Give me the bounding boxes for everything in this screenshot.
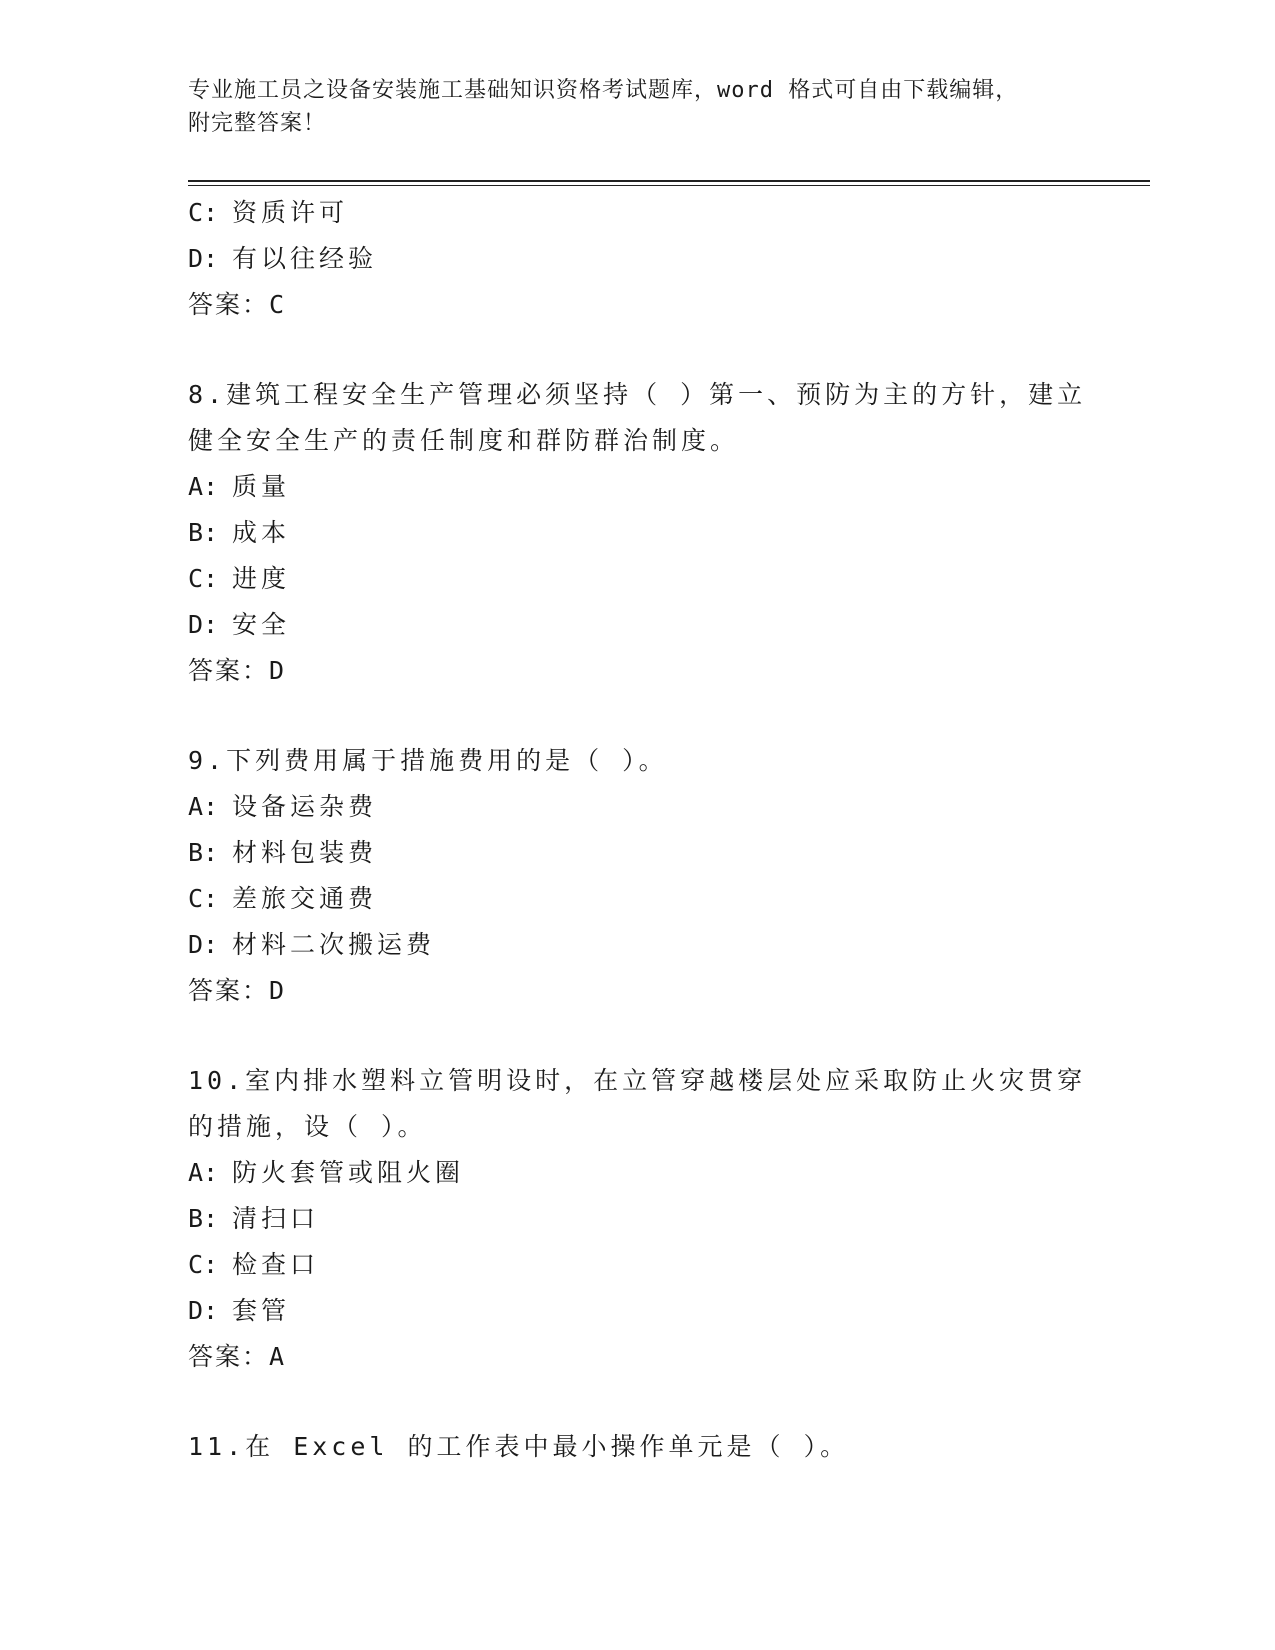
option-b xyxy=(188,1196,1088,1242)
option-text: 设备运杂费 xyxy=(232,792,378,821)
answer-value: C xyxy=(269,290,285,319)
answer-value: D xyxy=(269,976,285,1005)
option-key: B: xyxy=(188,518,219,547)
option-key: A: xyxy=(188,1158,219,1187)
option-text: 有以往经验 xyxy=(232,244,378,273)
option-key: D: xyxy=(188,930,219,959)
option-key: D: xyxy=(188,610,219,639)
option-text: 材料二次搬运费 xyxy=(232,930,436,959)
option-key: B: xyxy=(188,1204,219,1233)
header-line-2: 附完整答案！ xyxy=(188,111,327,136)
page-header xyxy=(188,74,1088,140)
question-stem-line: 11.在 Excel 的工作表中最小操作单元是（ ）。 xyxy=(188,1432,850,1461)
option-a xyxy=(188,464,1088,510)
option-key: C: xyxy=(188,884,219,913)
option-c xyxy=(188,556,1088,602)
option-key: A: xyxy=(188,792,219,821)
header-rule-thin xyxy=(188,185,1150,186)
question-10 xyxy=(188,1058,1088,1380)
option-text: 资质许可 xyxy=(232,198,349,227)
option-text: 材料包装费 xyxy=(232,838,378,867)
option-text: 防火套管或阻火圈 xyxy=(232,1158,465,1187)
option-b xyxy=(188,830,1088,876)
option-d xyxy=(188,1288,1088,1334)
answer-value: D xyxy=(269,656,285,685)
option-c xyxy=(188,876,1088,922)
option-c xyxy=(188,1242,1088,1288)
answer-line xyxy=(188,968,1088,1014)
answer-label: 答案： xyxy=(188,290,270,319)
option-key: D: xyxy=(188,1296,219,1325)
answer-label: 答案： xyxy=(188,976,270,1005)
question-stem-line: 10.室内排水塑料立管明设时，在立管穿越楼层处应采取防止火灾贯穿 xyxy=(188,1066,1087,1095)
option-a xyxy=(188,1150,1088,1196)
header-line-1: 专业施工员之设备安装施工基础知识资格考试题库，word 格式可自由下载编辑， xyxy=(188,78,1019,103)
option-a xyxy=(188,784,1088,830)
answer-label: 答案： xyxy=(188,656,270,685)
option-text: 质量 xyxy=(232,472,291,501)
option-key: C: xyxy=(188,1250,219,1279)
question-11 xyxy=(188,1424,1088,1470)
option-key: A: xyxy=(188,472,219,501)
option-text: 清扫口 xyxy=(232,1204,320,1233)
option-b xyxy=(188,510,1088,556)
question-8 xyxy=(188,372,1088,694)
answer-line xyxy=(188,648,1088,694)
prev-question xyxy=(188,190,1088,328)
option-text: 套管 xyxy=(232,1296,291,1325)
question-9 xyxy=(188,738,1088,1014)
option-d xyxy=(188,602,1088,648)
answer-line xyxy=(188,1334,1088,1380)
option-text: 安全 xyxy=(232,610,291,639)
question-stem-line: 的措施，设（ ）。 xyxy=(188,1112,427,1141)
option-c xyxy=(188,190,1088,236)
answer-label: 答案： xyxy=(188,1342,270,1371)
question-stem-line: 健全安全生产的责任制度和群防群治制度。 xyxy=(188,426,740,455)
option-key: C: xyxy=(188,564,219,593)
option-text: 差旅交通费 xyxy=(232,884,378,913)
question-stem-line: 8.建筑工程安全生产管理必须坚持（ ）第一、预防为主的方针，建立 xyxy=(188,380,1087,409)
option-key: D: xyxy=(188,244,219,273)
question-list xyxy=(188,190,1088,1470)
option-key: B: xyxy=(188,838,219,867)
option-text: 检查口 xyxy=(232,1250,320,1279)
option-d xyxy=(188,236,1088,282)
answer-value: A xyxy=(269,1342,285,1371)
question-stem-line: 9.下列费用属于措施费用的是（ ）。 xyxy=(188,746,668,775)
answer-line xyxy=(188,282,1088,328)
option-d xyxy=(188,922,1088,968)
header-rule-thick xyxy=(188,180,1150,182)
option-text: 成本 xyxy=(232,518,291,547)
option-key: C: xyxy=(188,198,219,227)
option-text: 进度 xyxy=(232,564,291,593)
